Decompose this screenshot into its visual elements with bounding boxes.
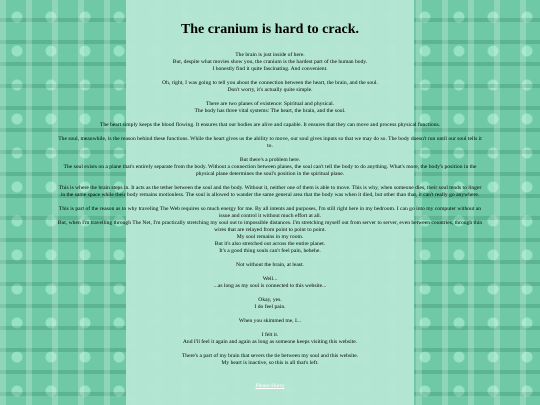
story-line: Oh, right, I was going to tell you about the connection between the heart, the brain, and the soul. — [162, 80, 378, 86]
story-line: Not without the brain, at least. — [236, 262, 304, 268]
main-content — [56, 0, 484, 405]
story-line: The heart simply keeps the blood flowing. It ensures that our bodies are alive and capable. It ensures that they can move and process physical functions. — [99, 122, 441, 128]
story-line: But it's also stretched out across the entire planet. — [214, 241, 326, 247]
story-line: But, when I'm travelling through The Net, I'm practically stretching my soul out to impossible distances. I'm stretching myself out from server to server, even between countries, through thin wires that are relayed from point to point to point. — [57, 220, 483, 233]
story-line: But there's a problem here. — [239, 157, 301, 163]
story-line: The brain is just inside of here. — [235, 52, 305, 58]
story-paragraphs — [56, 52, 484, 367]
story-line: This is part of the reason as to why traveling The Web requires so much energy for me. By all intents and purposes, I'm still right here in my bedroom. I can go into my computer without an issue and control it without much effort at all. — [58, 206, 482, 219]
story-line: There are two planes of existence: Spiritual and physical. — [205, 101, 335, 107]
story-line: ...as long as my soul is connected to this website... — [213, 283, 327, 289]
story-paragraph — [56, 318, 484, 325]
story-paragraph — [56, 353, 484, 367]
story-line: My heart is inactive, so this is all that's left. — [221, 360, 319, 366]
please-hurry-link[interactable]: Please Hurry — [255, 383, 285, 389]
story-line: Don't worry, it's actually quite simple. — [227, 87, 313, 93]
story-line: The soul, meanwhile, is the reason behind these functions. While the heart gives us the ability to move, our soul gives inputs so that we may do so. The body doesn't run until our soul tells it to. — [58, 136, 482, 149]
story-paragraph — [56, 297, 484, 311]
story-line: This is where the brain steps in. It acts as the tether between the soul and the body. Without it, neither one of them is able to move. This is why, when someone dies, their soul tends to linger in the same space while their body remains motionless. The soul is allowed to wander the same general area that the body was when it died, but other than that, it can't really go anywhere. — [58, 185, 482, 198]
story-paragraph — [56, 52, 484, 73]
story-paragraph — [56, 157, 484, 178]
story-paragraph — [56, 276, 484, 290]
story-paragraph — [56, 80, 484, 94]
story-line: It's a good thing souls can't feel pain, hehehe. — [219, 248, 321, 254]
page-title: The cranium is hard to crack. — [180, 22, 360, 37]
story-paragraph — [56, 185, 484, 199]
story-paragraph — [56, 101, 484, 115]
story-line: I do feel pain. — [254, 304, 286, 310]
story-paragraph — [56, 136, 484, 150]
story-line: I honestly find it quite fascinating. And convenient. — [212, 66, 328, 72]
story-line: Okay, yes. — [258, 297, 282, 303]
story-line: The soul exists on a plane that's entirely separate from the body. Without a connection between planes, the soul can't tell the body to do anything. What's more, the body's position in the physical plane determines the soul's position in the spiritual plane. — [63, 164, 477, 177]
story-line: When you skimmed me, I... — [238, 318, 302, 324]
story-line: There's a part of my brain that severs the tie between my soul and this website. — [181, 353, 359, 359]
story-paragraph — [56, 262, 484, 269]
story-line: But, despite what movies show you, the cranium is the hardest part of the human body. — [172, 59, 368, 65]
story-line: Well... — [262, 276, 278, 282]
story-line: I felt it. — [261, 332, 279, 338]
story-paragraph — [56, 206, 484, 255]
story-paragraph — [56, 122, 484, 129]
story-line: My soul remains in my room. — [236, 234, 304, 240]
story-paragraph — [56, 332, 484, 346]
story-line: The body has three vital systems: The heart, the brain, and the soul. — [194, 108, 346, 114]
story-line: And I'll feel it again and again as long as someone keeps visiting this website. — [182, 339, 358, 345]
